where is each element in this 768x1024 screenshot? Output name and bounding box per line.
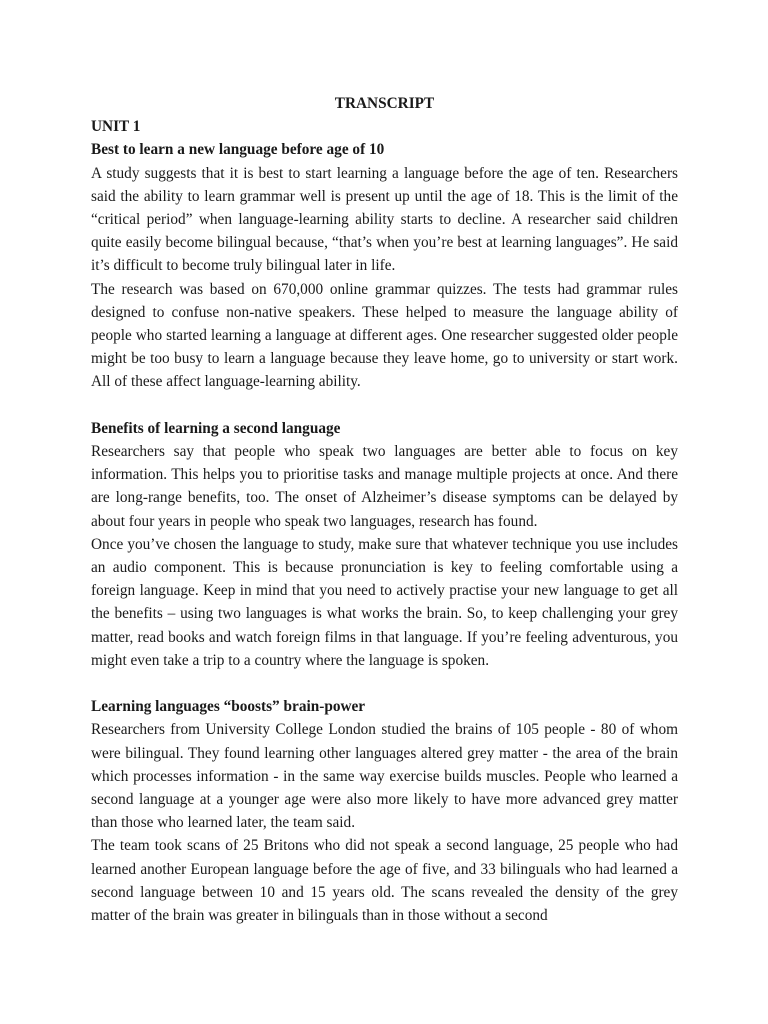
section-heading: Benefits of learning a second language xyxy=(91,419,341,437)
section-paragraph: The research was based on 670,000 online grammar quizzes. The tests had grammar rules designed to confuse non-native speakers. These helped to measure the language ability of people who started learning a language at different ages. One researcher suggested older people might be too busy to learn a language because they leave home, go to university or start work. All of these affect language-learning ability. xyxy=(91,280,678,391)
section-heading: Learning languages “boosts” brain-power xyxy=(91,698,366,716)
document-title: TRANSCRIPT xyxy=(334,95,435,112)
section-spacer xyxy=(91,672,678,695)
section-benefits xyxy=(91,417,678,672)
section-paragraph: Researchers say that people who speak two languages are better able to focus on key information. This helps you to prioritise tasks and manage multiple projects at once. And there are long-range benefits, too. The onset of Alzheimer’s disease symptoms can be delayed by about four years in people who speak two languages, research has found. xyxy=(91,443,678,530)
section-heading: Best to learn a new language before age of 10 xyxy=(91,141,385,159)
section-paragraph: Researchers from University College London studied the brains of 105 people - 80 of whom were bilingual. They found learning other languages altered grey matter - the area of the brain which processes information - in the same way exercise builds muscles. People who learned a second language at a younger age were also more likely to have more advanced grey matter than those who learned later, the team said. xyxy=(91,721,678,832)
section-paragraph: A study suggests that it is best to start learning a language before the age of ten. Researchers said the ability to learn grammar well is present up until the age of 18. This is the limit of the “critical period” when language-learning ability starts to decline. A researcher said children quite easily become bilingual because, “that’s when you’re best at learning languages”. He said it’s difficult to become truly bilingual later in life. xyxy=(91,164,678,275)
section-paragraph: The team took scans of 25 Britons who did not speak a second language, 25 people who had learned another European language before the age of five, and 33 bilinguals who had learned a second language between 10 and 15 years old. The scans revealed the density of the grey matter of the brain was greater in bilinguals than in those without a second xyxy=(91,837,678,925)
section-brain-power xyxy=(91,695,678,927)
document-page xyxy=(91,92,678,927)
section-paragraph: Once you’ve chosen the language to study, make sure that whatever technique you use includes an audio component. This is because pronunciation is key to feeling comfortable using a foreign language. Keep in mind that you need to actively practise your new language to get all the benefits – using two languages is what works the brain. So, to keep challenging your grey matter, read books and watch foreign films in that language. If you’re feeling adventurous, you might even take a trip to a country where the language is spoken. xyxy=(91,535,678,669)
section-best-to-learn xyxy=(91,138,678,393)
unit-label: UNIT 1 xyxy=(91,118,141,136)
section-spacer xyxy=(91,394,678,417)
